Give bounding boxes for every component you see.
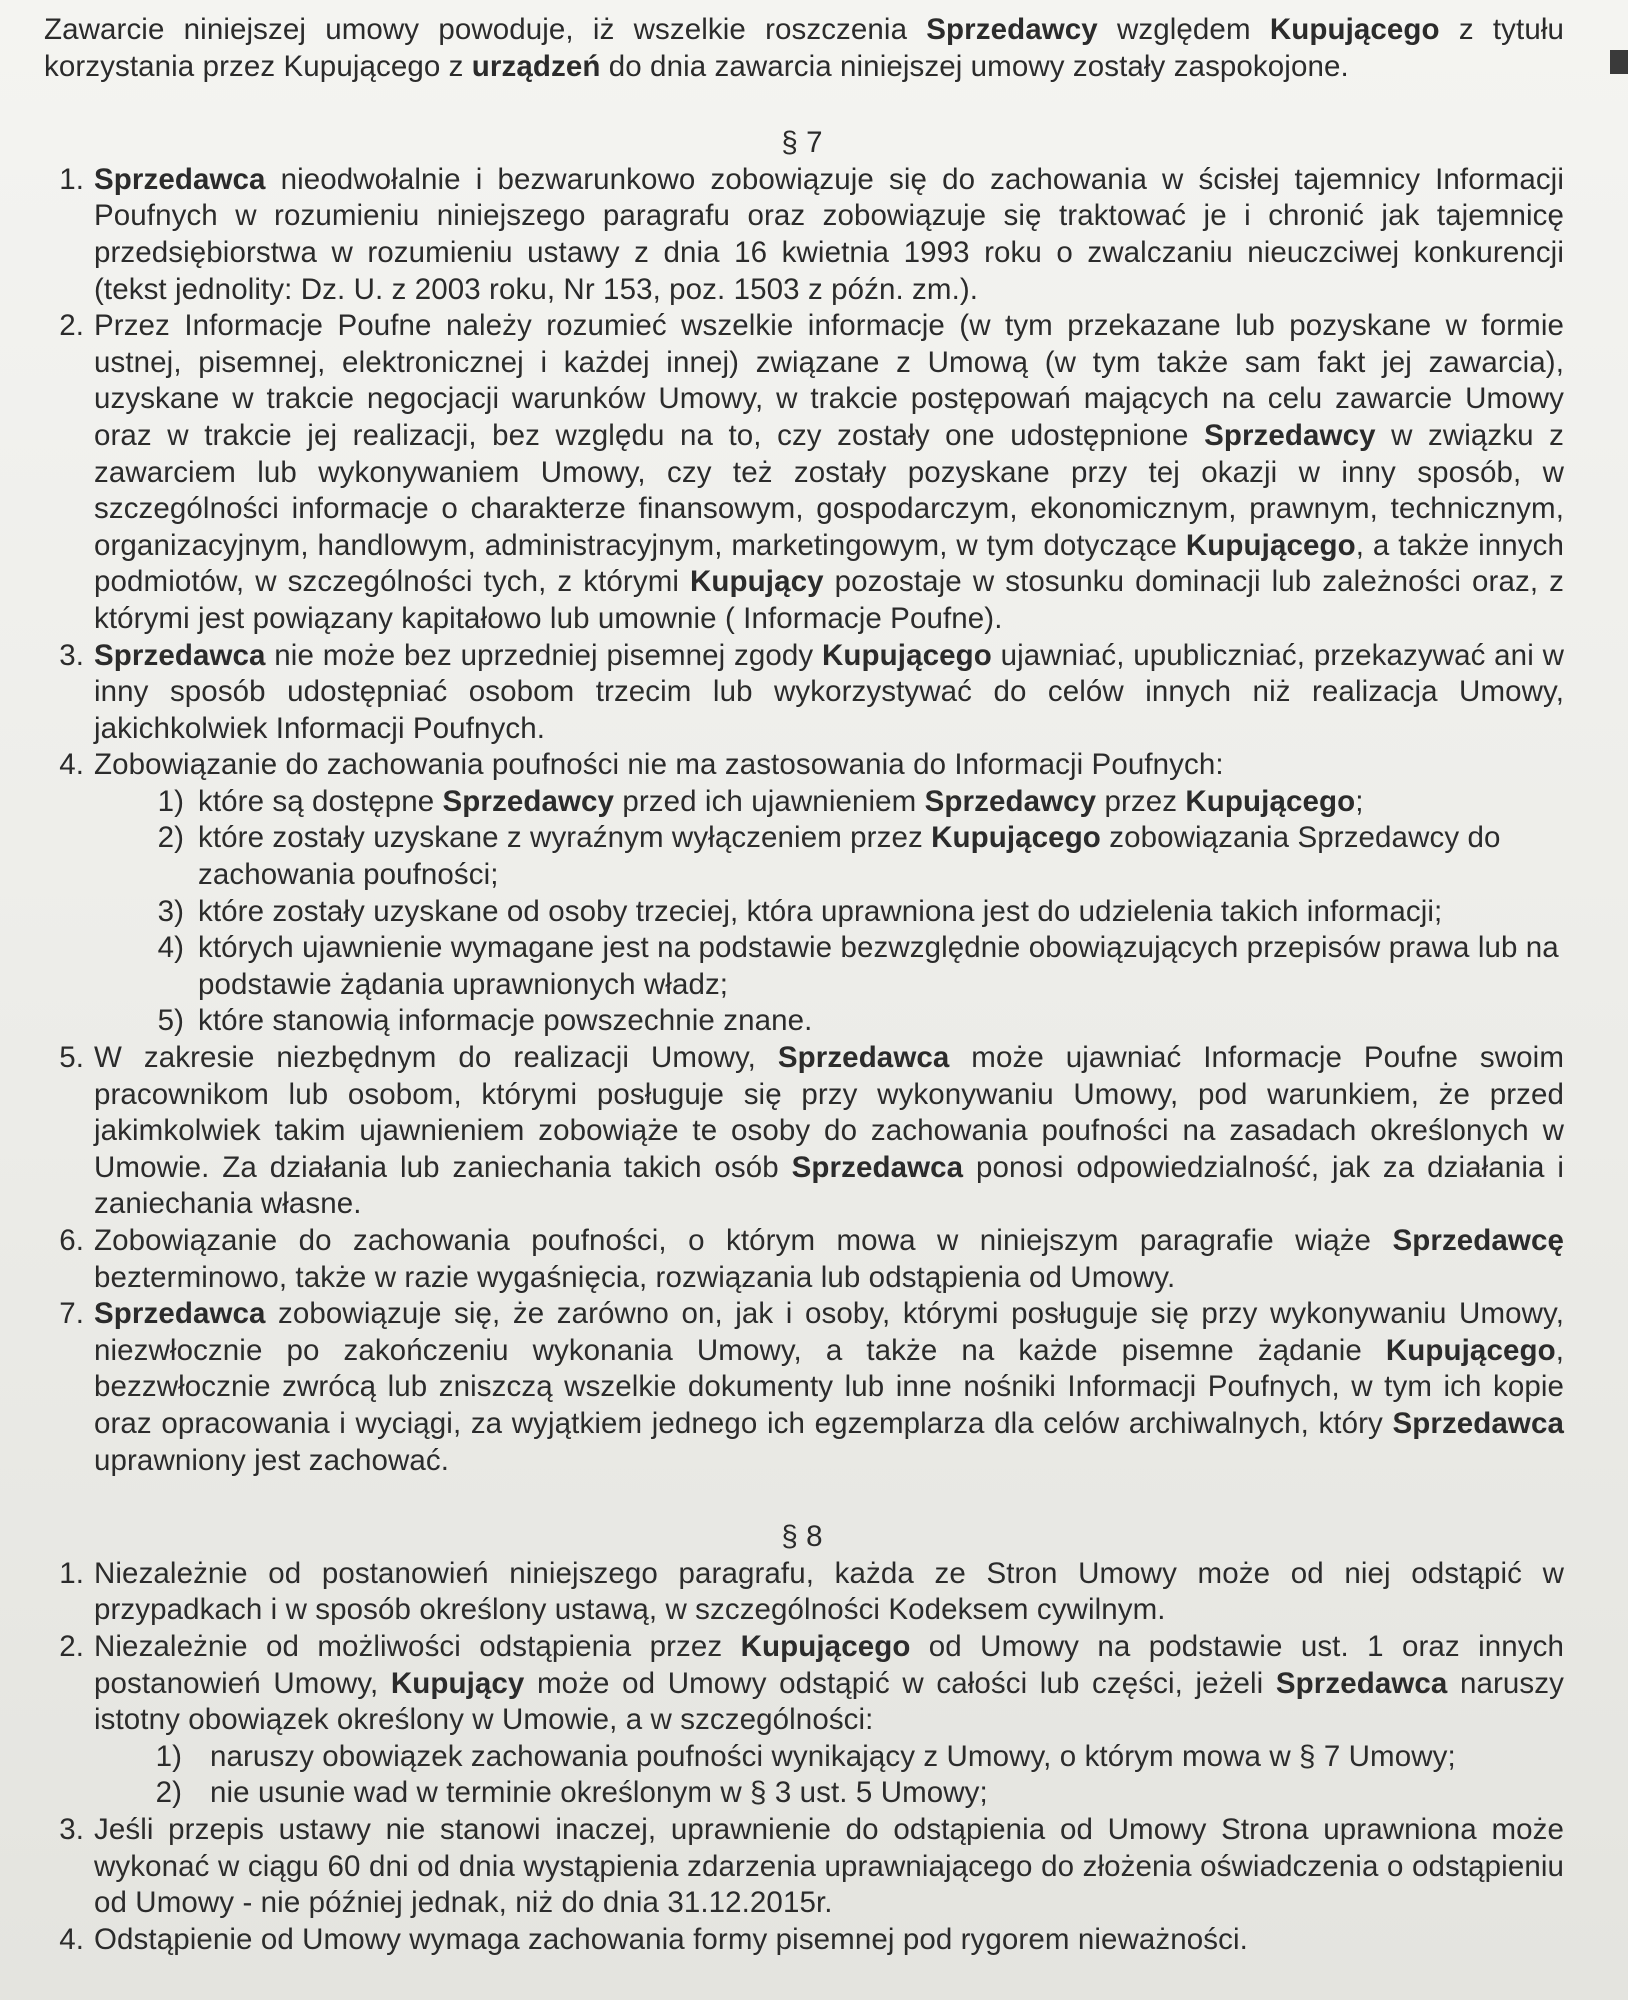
paragraph-number: 1. — [59, 162, 84, 196]
subitem-number: 1) — [155, 1739, 182, 1773]
paragraph-number: 3. — [59, 638, 84, 672]
paragraph-number: 2. — [59, 1629, 84, 1663]
paragraph-item — [40, 747, 1564, 1040]
subitem-number: 2) — [155, 1776, 182, 1810]
text-run: nie usunie wad w terminie określonym w § 3 ust. 5 Umowy; — [210, 1776, 988, 1810]
text-run: przez — [1096, 784, 1186, 818]
bold-term: Kupujący — [390, 1666, 525, 1700]
bold-term: Kupującego — [822, 638, 992, 672]
intro-paragraph — [44, 12, 1564, 85]
text-run: nieodwołalnie i bezwarunkowo zobowiązuje się do zachowania w ścisłej tajemnicy Informacji Poufnych w rozumieniu niniejszego paragrafu oraz zobowiązuje się traktować je i chronić jak tajemnicę przedsiębiorstwa w rozumieniu ustawy z dnia 16 kwietnia 1993 roku o zwalczaniu nieuczciwej konkurencji (tekst jednolity: Dz. U. z 2003 roku, Nr 153, poz. 1503 z późn. zm.). — [94, 162, 1564, 306]
subitem-list — [94, 1739, 1564, 1812]
subitem — [138, 820, 1564, 893]
paragraph-text — [94, 1224, 1564, 1294]
bold-term: Sprzedawca — [1275, 1666, 1448, 1700]
subitem — [136, 1739, 1564, 1776]
bold-term: Kupujący — [690, 565, 824, 599]
subitem-number: 5) — [157, 1004, 184, 1038]
bold-term: urządzeń — [471, 49, 601, 83]
text-run: Jeśli przepis ustawy nie stanowi inaczej, uprawnienie do odstąpienia od Umowy Strona uprawniona może wykonać w ciągu 60 dni od dnia wystąpienia zdarzenia uprawniającego do złożenia oświadczenia o odstąpieniu od Umowy - nie później jednak, niż do dnia 31.12.2015r. — [94, 1812, 1564, 1920]
text-run: może od Umowy odstąpić w całości lub części, jeżeli — [524, 1666, 1276, 1700]
paragraph-text — [94, 309, 1564, 635]
bold-term: Sprzedawca — [94, 162, 266, 196]
text-run: naruszy istotny obowiązek określony w Umowie, a w szczególności: — [94, 1666, 1564, 1737]
subitem-number: 1) — [157, 784, 184, 818]
text-run: zobowiązania Sprzedawcy do zachowania poufności; — [198, 821, 1501, 892]
text-run: naruszy obowiązek zachowania poufności wynikający z Umowy, o którym mowa w § 7 Umowy; — [210, 1739, 1456, 1773]
text-run: Przez Informacje Poufne należy rozumieć wszelkie informacje (w tym przekazane lub pozyskane w formie ustnej, pisemnej, elektronicznej i każdej innej) związane z Umową (w tym także sam fakt jej zawarcia), uzyskane w trakcie negocjacji warunków Umowy, w trakcie postępowań mających na celu zawarcie Umowy oraz w trakcie jej realizacji, bez względu na to, czy zostały one udostępnione — [94, 309, 1564, 452]
text-run: Odstąpienie od Umowy wymaga zachowania formy pisemnej pod rygorem nieważności. — [94, 1922, 1248, 1956]
paragraph-text — [94, 163, 1564, 306]
paragraph-item — [40, 162, 1564, 308]
subitem-number: 3) — [157, 894, 184, 928]
paragraph-number: 4. — [59, 748, 84, 782]
subitem-text — [198, 1004, 812, 1037]
paragraph-text — [94, 1813, 1564, 1919]
subitem-text — [198, 821, 1500, 891]
bold-term: Sprzedawcy — [924, 784, 1097, 818]
text-run: , a także innych podmiotów, w szczególności tych, z którymi — [94, 528, 1564, 599]
bold-term: Kupującego — [1269, 13, 1440, 46]
paragraph-text — [94, 1923, 1248, 1956]
subitem — [138, 894, 1564, 931]
bold-term: Sprzedawca — [94, 638, 266, 672]
bold-term: Kupującego — [1385, 1333, 1556, 1367]
paragraph-item — [40, 638, 1564, 748]
text-run: których ujawnienie wymagane jest na podstawie bezwzględnie obowiązujących przepisów prawa lub na podstawie żądania uprawnionych władz; — [198, 931, 1559, 1001]
text-run: przed ich ujawnieniem — [614, 784, 925, 818]
subitem-text — [198, 895, 1442, 928]
bold-term: Kupującego — [1185, 784, 1356, 818]
text-run: zobowiązuje się, że zarówno on, jak i osoby, którymi posługuje się przy wykonywaniu Umowy, niezwłocznie po zakończeniu wykonania Umowy, a także na każde pisemne żądanie — [94, 1297, 1564, 1367]
text-run: Zobowiązanie do zachowania poufności, o którym mowa w niniejszym paragrafie wiąże — [94, 1224, 1393, 1257]
text-run: w związku z zawarciem lub wykonywaniem Umowy, czy też zostały pozyskane przy tej okazji w inny sposób, w szczególności informacje o charakterze finansowym, gospodarczym, ekonomicznym, prawnym, technicznym, organizacyjnym, handlowym, administracyjnym, marketingowym, w tym dotyczące — [94, 418, 1564, 562]
text-run: bezterminowo, także w razie wygaśnięcia, rozwiązania lub odstąpienia od Umowy. — [94, 1260, 1176, 1294]
subitem-list — [94, 784, 1564, 1040]
paragraph-text — [94, 1557, 1564, 1627]
paragraph-item — [40, 1296, 1564, 1479]
paragraph-item — [40, 1922, 1564, 1959]
text-run: Zawarcie niniejszej umowy powoduje, iż wszelkie roszczenia — [44, 13, 927, 46]
text-run: może ujawniać Informacje Poufne swoim pracownikom lub osobom, którymi posługuje się przy wykonywaniu Umowy, pod warunkiem, że przed jakimkolwiek takim ujawnieniem zobowiąże te osoby do zachowania poufności na zasadach określonych w Umowie. Za działania lub zaniechania takich osób — [94, 1041, 1564, 1184]
subitem-text — [198, 931, 1559, 1001]
bold-term: Sprzedawca — [791, 1150, 964, 1184]
bold-term: Sprzedawca — [94, 1297, 266, 1331]
text-run: W zakresie niezbędnym do realizacji Umowy, — [94, 1041, 778, 1075]
section-7-list — [40, 162, 1564, 1479]
paragraph-number: 1. — [59, 1556, 84, 1590]
subitem — [136, 1775, 1564, 1812]
section-8-list — [40, 1556, 1564, 1959]
text-run: z tytułu korzystania przez Kupującego z — [44, 13, 1564, 83]
paragraph-text — [94, 1630, 1564, 1736]
text-run: od Umowy na podstawie ust. 1 oraz innych postanowień Umowy, — [94, 1629, 1564, 1700]
text-run: ; — [1355, 784, 1364, 818]
paragraph-text — [94, 1297, 1564, 1476]
paragraph-number: 3. — [59, 1812, 84, 1846]
subitem-text — [210, 1776, 988, 1809]
bold-term: Sprzedawcę — [1392, 1224, 1564, 1257]
paragraph-text — [94, 748, 1224, 781]
subitem — [138, 930, 1564, 1003]
text-run: które zostały uzyskane z wyraźnym wyłączeniem przez — [198, 821, 932, 855]
bold-term: Sprzedawcy — [1204, 418, 1376, 452]
text-run: , bezzwłocznie zwrócą lub zniszczą wszelkie dokumenty lub inne nośniki Informacji Poufnych, w tym ich kopie oraz opracowania i wyciągi, za wyjątkiem jednego ich egzemplarza dla celów archiwalnych, który — [94, 1333, 1564, 1440]
paragraph-number: 2. — [59, 309, 84, 343]
paragraph-number: 6. — [59, 1224, 84, 1257]
paragraph-text — [94, 1041, 1564, 1220]
bold-term: Sprzedawcy — [442, 784, 615, 818]
text-run: do dnia zawarcia niniejszej umowy zostały zaspokojone. — [600, 49, 1349, 83]
subitem-text — [210, 1740, 1456, 1773]
bold-term: Kupującego — [740, 1629, 911, 1663]
text-run: Niezależnie od postanowień niniejszego paragrafu, każda ze Stron Umowy może od niej odstąpić w przypadkach i w sposób określony ustawą, w szczególności Kodeksem cywilnym. — [94, 1556, 1564, 1627]
bold-term: Sprzedawca — [1392, 1406, 1564, 1440]
section-8-title: § 8 — [781, 1520, 823, 1554]
page-edge-mark — [1610, 50, 1628, 74]
section-8 — [40, 1519, 1564, 1958]
bold-term: Sprzedawcy — [926, 13, 1098, 46]
bold-term: Kupującego — [931, 821, 1101, 855]
paragraph-item — [40, 1812, 1564, 1922]
subitem-number: 4) — [157, 931, 184, 965]
text-run: Zobowiązanie do zachowania poufności nie ma zastosowania do Informacji Poufnych: — [94, 748, 1224, 782]
text-run: względem — [1097, 13, 1270, 46]
text-run: ponosi odpowiedzialność, jak za działania i zaniechania własne. — [94, 1150, 1564, 1221]
bold-term: Sprzedawca — [777, 1041, 950, 1075]
subitem — [138, 1003, 1564, 1040]
text-run: pozostaje w stosunku dominacji lub zależności oraz, z którymi jest powiązany kapitałowo lub umownie ( Informacje Poufne). — [94, 565, 1564, 635]
paragraph-item — [40, 1040, 1564, 1223]
text-run: które stanowią informacje powszechnie znane. — [198, 1004, 813, 1038]
subitem-number: 2) — [157, 821, 184, 855]
paragraph-text — [94, 639, 1564, 745]
bold-term: Kupującego — [1185, 528, 1356, 562]
text-run: Niezależnie od możliwości odstąpienia przez — [94, 1629, 741, 1663]
text-run: które zostały uzyskane od osoby trzeciej, która uprawniona jest do udzielenia takich informacji; — [198, 894, 1443, 928]
paragraph-item — [40, 308, 1564, 637]
text-run: które są dostępne — [198, 784, 443, 818]
text-run: nie może bez uprzedniej pisemnej zgody — [265, 638, 823, 672]
paragraph-item — [40, 1223, 1564, 1296]
paragraph-number: 4. — [59, 1922, 84, 1956]
paragraph-number: 7. — [59, 1297, 84, 1331]
subitem — [138, 784, 1564, 821]
paragraph-number: 5. — [59, 1041, 84, 1075]
subitem-text — [198, 785, 1364, 818]
section-7-title: § 7 — [781, 126, 823, 160]
text-run: uprawniony jest zachować. — [94, 1443, 450, 1477]
paragraph-item — [40, 1556, 1564, 1629]
paragraph-item — [40, 1629, 1564, 1812]
section-7 — [40, 125, 1564, 1479]
text-run: ujawniać, upubliczniać, przekazywać ani w inny sposób udostępniać osobom trzecim lub wykorzystywać do celów innych niż realizacja Umowy, jakichkolwiek Informacji Poufnych. — [94, 638, 1564, 745]
